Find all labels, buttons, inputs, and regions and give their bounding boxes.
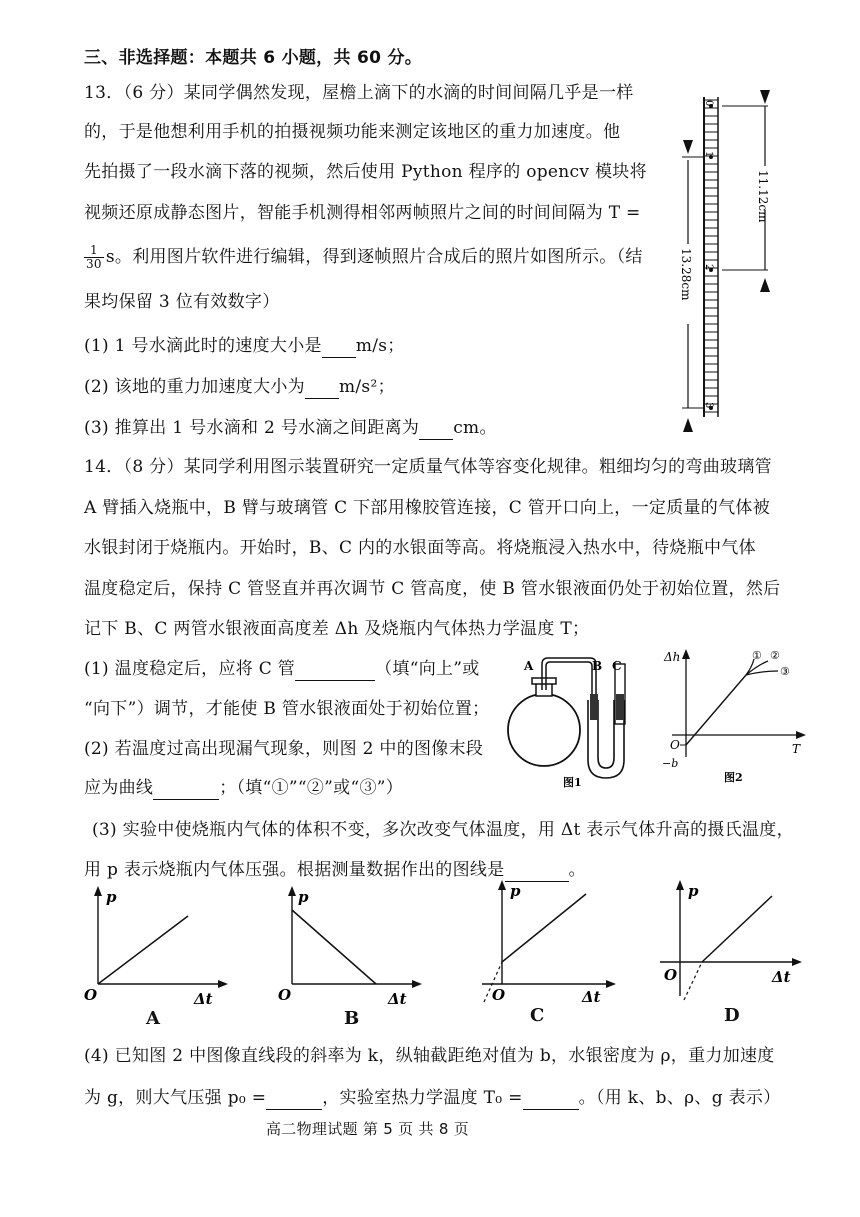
arrow-bottom-right	[760, 278, 770, 292]
arrow-top-left	[683, 140, 693, 154]
q14-line-1: 14．（8 分）某同学利用图示装置研究一定质量气体等容变化规律。粗细均匀的弯曲玻璃管	[84, 457, 772, 477]
q14-sub-2: (2) 若温度过高出现漏气现象，则图 2 中的图像末段	[84, 739, 484, 759]
fig1-apparatus	[500, 650, 650, 790]
option-d-label[interactable]: D	[724, 1005, 740, 1026]
q14-sub-3: (3) 实验中使烧瓶内气体的体积不变，多次改变气体温度，用 Δt 表示气体升高的摄氏温度，	[92, 820, 794, 840]
label-11-12cm: 11.12cm	[756, 170, 770, 223]
q13-line-3: 先拍摄了一段水滴下落的视频，然后使用 Python 程序的 opencv 模块将	[84, 162, 647, 182]
label-tube-c: C	[612, 659, 622, 673]
option-b-origin: O	[278, 986, 292, 1004]
option-a-graph	[76, 880, 236, 1010]
option-c-origin: O	[492, 986, 506, 1004]
option-b-graph	[276, 880, 436, 1010]
q14-line-3: 水银封闭于烧瓶内。开始时，B、C 内的水银面等高。将烧瓶浸入热水中，待烧瓶中气体	[84, 538, 756, 558]
answer-blank-13-1[interactable]	[322, 339, 356, 358]
fig1-caption: 图1	[563, 776, 582, 789]
answer-blank-14-4a[interactable]	[266, 1091, 322, 1110]
q13-sub-2: (2) 该地的重力加速度大小为 m/s²；	[84, 377, 395, 397]
q14-line-2: A 臂插入烧瓶中，B 臂与玻璃管 C 下部用橡胶管连接，C 管开口向上，一定质量的气体被	[84, 498, 771, 518]
stopper	[532, 678, 556, 684]
q14-sub-1: (1) 温度稳定后，应将 C 管 （填“向上”或	[84, 659, 480, 679]
fig2-y-label: Δh	[664, 650, 681, 664]
q13-line-2: 的，于是他想利用手机的拍摄视频功能来测定该地区的重力加速度。他	[84, 122, 621, 142]
drop-label-3: 3	[703, 402, 714, 409]
option-d-graph	[654, 876, 804, 1010]
section-header: 三、非选择题：本题共 6 小题，共 60 分。	[84, 48, 423, 68]
arrow-bottom-left	[683, 418, 693, 432]
answer-blank-14-2[interactable]	[153, 781, 219, 800]
q14-line-4: 温度稳定后，保持 C 管竖直并再次调节 C 管高度，使 B 管水银液面仍处于初始位置，然后	[84, 579, 781, 599]
option-c-graph	[476, 876, 636, 1010]
q14-sub-4-line-2: 为 g，则大气压强 p₀ = ，实验室热力学温度 T₀ = 。（用 k、b、ρ、g 表示）	[84, 1088, 781, 1108]
answer-blank-13-3[interactable]	[419, 421, 453, 440]
ruler	[704, 97, 718, 417]
drop-label-2: 2	[703, 264, 714, 271]
curve-label-1: ①	[752, 649, 762, 662]
option-d-origin: O	[664, 966, 678, 984]
option-c-label[interactable]: C	[530, 1005, 545, 1026]
fig2-x-label: T	[792, 742, 801, 756]
option-a-y-label: p	[106, 888, 117, 906]
q14-sub-2-line-2: 应为曲线 ；（填“①”“②”或“③”）	[84, 778, 404, 798]
curve-label-3: ③	[780, 665, 790, 678]
drop-label-0: 0	[703, 100, 714, 107]
label-13-28cm: 13.28cm	[679, 248, 693, 301]
option-b-label[interactable]: B	[344, 1008, 360, 1029]
q13-ruler-figure	[668, 82, 788, 437]
option-a-label[interactable]: A	[146, 1008, 160, 1029]
q13-line-5: $\frac{1}{30}$ s。利用图片软件进行编辑，得到逐帧照片合成后的照片如图所示。（结	[86, 243, 643, 271]
drop-label-1: 1	[703, 151, 714, 158]
fig2-graph	[660, 645, 810, 790]
fig2-origin: O	[670, 738, 680, 752]
q13-sub-3: (3) 推算出 1 号水滴和 2 号水滴之间距离为 cm。	[84, 418, 497, 438]
answer-blank-14-4b[interactable]	[523, 1091, 579, 1110]
q13-line-6: 果均保留 3 位有效数字）	[84, 292, 280, 312]
answer-blank-13-2[interactable]	[305, 380, 339, 399]
q13-line-1: 13．（6 分）某同学偶然发现，屋檐上滴下的水滴的时间间隔几乎是一样	[84, 83, 634, 103]
q14-line-5: 记下 B、C 两管水银液面高度差 Δh 及烧瓶内气体热力学温度 T；	[84, 619, 590, 639]
mercury-b	[590, 694, 598, 720]
option-a-origin: O	[84, 986, 98, 1004]
curve-label-2: ②	[770, 649, 780, 662]
label-arm-a: A	[524, 659, 534, 673]
answer-blank-14-1[interactable]	[295, 662, 375, 681]
mercury-c	[616, 694, 624, 720]
option-c-x-label: Δt	[582, 988, 601, 1006]
option-c-y-label: p	[510, 882, 521, 900]
q14-sub-3-line-2: 用 p 表示烧瓶内气体压强。根据测量数据作出的图线是 。	[84, 860, 586, 880]
ruler-ticks	[704, 100, 718, 412]
fig2-intercept: −b	[662, 757, 679, 770]
fraction-one-thirtieth: $\frac{1}{30}$	[86, 243, 102, 271]
q13-sub-1: (1) 1 号水滴此时的速度大小是 m/s；	[84, 336, 405, 356]
q13-line-4: 视频还原成静态图片，智能手机测得相邻两帧照片之间的时间间隔为 T =	[84, 203, 641, 223]
q14-sub-4: (4) 已知图 2 中图像直线段的斜率为 k，纵轴截距绝对值为 b，水银密度为 ρ，重力加速度	[84, 1046, 775, 1066]
option-a-x-label: Δt	[194, 990, 213, 1008]
page-footer: 高二物理试题 第 5 页 共 8 页	[266, 1120, 470, 1138]
q14-sub-1-line-2: “向下”）调节，才能使 B 管水银液面处于初始位置；	[84, 699, 490, 719]
option-d-y-label: p	[688, 882, 699, 900]
option-b-x-label: Δt	[388, 990, 407, 1008]
flask	[508, 694, 580, 766]
fig2-caption: 图2	[724, 771, 743, 784]
option-b-y-label: p	[298, 888, 309, 906]
arrow-top-right	[760, 90, 770, 104]
option-d-x-label: Δt	[772, 968, 791, 986]
label-arm-b: B	[592, 659, 603, 673]
